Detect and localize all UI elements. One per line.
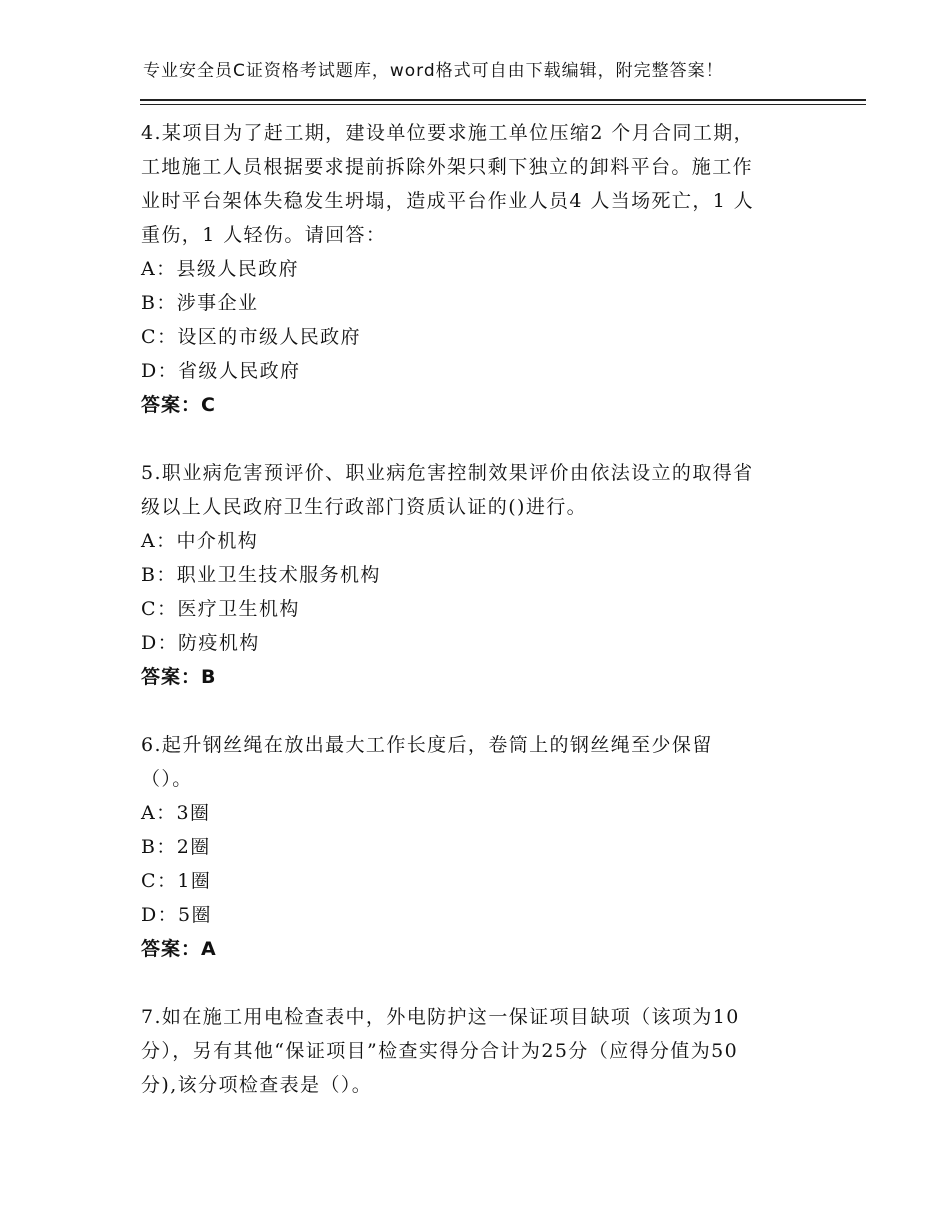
page-header: 专业安全员C证资格考试题库，word格式可自由下载编辑，附完整答案！ xyxy=(143,61,724,81)
option-d: D：5圈 xyxy=(141,904,212,926)
option-b: B：涉事企业 xyxy=(141,292,259,314)
option-b: B：2圈 xyxy=(141,836,211,858)
option-c: C：1圈 xyxy=(141,870,212,892)
question-stem-line: 重伤，1 人轻伤。请回答： xyxy=(141,224,387,246)
answer-line: 答案：B xyxy=(141,666,217,688)
answer-line: 答案：A xyxy=(141,938,217,960)
option-d: D：省级人民政府 xyxy=(141,360,301,382)
option-d: D：防疫机构 xyxy=(141,632,260,654)
question-stem-line: 分），另有其他“保证项目”检查实得分合计为25分（应得分值为50 xyxy=(141,1040,739,1062)
question-stem-line: 5.职业病危害预评价、职业病危害控制效果评价由依法设立的取得省 xyxy=(141,462,754,484)
question-6 xyxy=(141,728,831,966)
option-a: A：3圈 xyxy=(141,802,211,824)
option-c: C：医疗卫生机构 xyxy=(141,598,300,620)
header-rule-thin xyxy=(140,104,866,105)
option-a: A：县级人民政府 xyxy=(141,258,299,280)
question-stem-line: 业时平台架体失稳发生坍塌，造成平台作业人员4 人当场死亡，1 人 xyxy=(141,190,755,212)
question-stem-line: 6.起升钢丝绳在放出最大工作长度后，卷筒上的钢丝绳至少保留 xyxy=(141,734,713,756)
option-c: C：设区的市级人民政府 xyxy=(141,326,361,348)
option-a: A：中介机构 xyxy=(141,530,259,552)
question-4 xyxy=(141,116,831,422)
question-stem-line: 4.某项目为了赶工期，建设单位要求施工单位压缩2 个月合同工期， xyxy=(141,122,755,144)
question-stem-line: 工地施工人员根据要求提前拆除外架只剩下独立的卸料平台。施工作 xyxy=(141,156,754,178)
question-stem-line: 级以上人民政府卫生行政部门资质认证的()进行。 xyxy=(141,496,588,518)
question-stem-line: 分),该分项检查表是（）。 xyxy=(141,1074,373,1096)
question-7 xyxy=(141,1000,831,1102)
question-stem-line: 7.如在施工用电检查表中，外电防护这一保证项目缺项（该项为10 xyxy=(141,1006,740,1028)
answer-line: 答案：C xyxy=(141,394,216,416)
header-rule-thick xyxy=(140,99,866,101)
question-5 xyxy=(141,456,831,694)
question-stem-line: （）。 xyxy=(141,768,193,790)
option-b: B：职业卫生技术服务机构 xyxy=(141,564,381,586)
question-list xyxy=(141,116,831,1136)
